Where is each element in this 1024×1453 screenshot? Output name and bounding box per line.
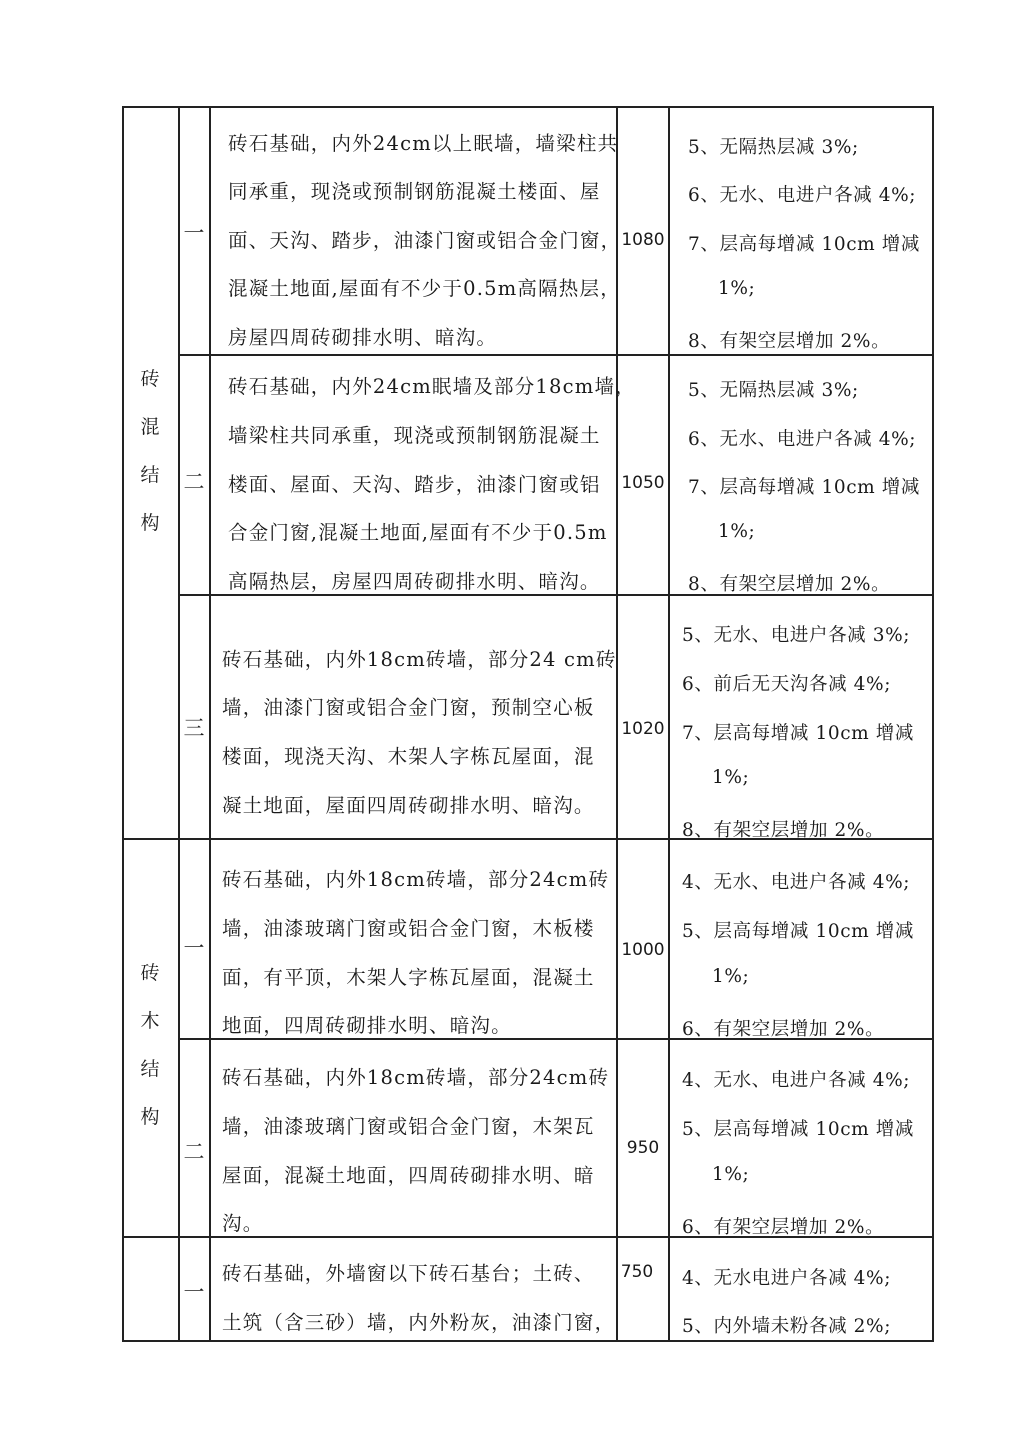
note-line: 1%;	[718, 278, 756, 299]
row-line-1	[178, 354, 934, 356]
price-cell: 1000	[621, 940, 665, 960]
price-cell: 1050	[621, 473, 665, 493]
note-line: 6、前后无天沟各减 4%;	[682, 674, 892, 695]
description-line: 沟。	[222, 1212, 264, 1235]
note-line: 8、有架空层增加 2%。	[688, 331, 891, 352]
price-cell: 1020	[621, 719, 665, 739]
description-line: 面，有平顶，木架人字栋瓦屋面，混凝土	[222, 966, 595, 989]
description-line: 土筑（含三砂）墙，内外粉灰，油漆门窗，	[222, 1311, 616, 1334]
note-line: 1%;	[712, 1164, 750, 1185]
description-line: 砖石基础，内外18cm砖墙，部分24 cm砖	[222, 648, 617, 671]
note-line: 5、层高每增减 10cm 增减	[682, 921, 914, 942]
note-line: 5、无隔热层减 3%;	[688, 137, 859, 158]
grade-cell: 三	[183, 716, 205, 740]
note-line: 6、有架空层增加 2%。	[682, 1217, 885, 1238]
note-line: 4、无水、电进户各减 4%;	[682, 872, 911, 893]
group-label-char: 构	[140, 1106, 160, 1128]
description-line: 砖石基础，内外18cm砖墙，部分24cm砖	[222, 1066, 610, 1089]
grade-cell: 二	[183, 470, 205, 494]
note-line: 5、内外墙未粉各减 2%;	[682, 1316, 892, 1337]
group-label-char: 砖	[140, 962, 160, 984]
group-label-char: 木	[140, 1010, 160, 1032]
grade-cell: 一	[183, 221, 205, 245]
description-line: 混凝土地面,屋面有不少于0.5m高隔热层，	[228, 277, 621, 300]
description-line: 楼面，现浇天沟、木架人字栋瓦屋面，混	[222, 745, 595, 768]
grade-cell: 二	[183, 1140, 205, 1164]
description-line: 凝土地面，屋面四周砖砌排水明、暗沟。	[222, 794, 595, 817]
note-line: 1%;	[712, 767, 750, 788]
group-label-char: 构	[140, 512, 160, 534]
col-line-2	[209, 106, 211, 1342]
table-border-top	[122, 106, 934, 108]
note-line: 4、无水、电进户各减 4%;	[682, 1070, 911, 1091]
description-line: 楼面、屋面、天沟、踏步，油漆门窗或铝	[228, 473, 601, 496]
table-border-bottom	[122, 1340, 934, 1342]
description-line: 砖石基础，内外18cm砖墙，部分24cm砖	[222, 868, 610, 891]
note-line: 1%;	[718, 521, 756, 542]
description-line: 墙，油漆玻璃门窗或铝合金门窗，木板楼	[222, 917, 595, 940]
grade-cell: 一	[183, 936, 205, 960]
group-label-char: 混	[140, 416, 160, 438]
description-line: 屋面，混凝土地面，四周砖砌排水明、暗	[222, 1164, 595, 1187]
description-line: 砖石基础，外墙窗以下砖石基台；土砖、	[222, 1262, 595, 1285]
description-line: 砖石基础，内外24cm以上眠墙，墙梁柱共	[228, 132, 619, 155]
note-line: 7、层高每增减 10cm 增减	[688, 477, 920, 498]
description-line: 房屋四周砖砌排水明、暗沟。	[228, 326, 498, 349]
description-line: 同承重，现浇或预制钢筋混凝土楼面、屋	[228, 180, 601, 203]
description-line: 地面，四周砖砌排水明、暗沟。	[222, 1014, 512, 1037]
price-cell: 750	[620, 1262, 654, 1282]
description-line: 砖石基础，内外24cm眠墙及部分18cm墙，	[228, 375, 636, 398]
note-line: 7、层高每增减 10cm 增减	[682, 723, 914, 744]
group-label-char: 结	[140, 1058, 160, 1080]
note-line: 6、无水、电进户各减 4%;	[688, 185, 917, 206]
note-line: 1%;	[712, 966, 750, 987]
note-line: 8、有架空层增加 2%。	[688, 574, 891, 595]
note-line: 4、无水电进户各减 4%;	[682, 1268, 892, 1289]
description-line: 高隔热层，房屋四周砖砌排水明、暗沟。	[228, 570, 601, 593]
price-cell: 950	[626, 1138, 660, 1158]
price-table	[122, 106, 934, 1342]
table-border-right	[932, 106, 934, 1342]
description-line: 墙梁柱共同承重，现浇或预制钢筋混凝土	[228, 424, 601, 447]
note-line: 5、层高每增减 10cm 增减	[682, 1119, 914, 1140]
table-border-left	[122, 106, 124, 1342]
price-cell: 1080	[621, 230, 665, 250]
note-line: 6、无水、电进户各减 4%;	[688, 429, 917, 450]
group-label-char: 结	[140, 464, 160, 486]
description-line: 墙，油漆门窗或铝合金门窗，预制空心板	[222, 696, 595, 719]
note-line: 7、层高每增减 10cm 增减	[688, 234, 920, 255]
note-line: 5、无水、电进户各减 3%;	[682, 625, 911, 646]
note-line: 5、无隔热层减 3%;	[688, 380, 859, 401]
description-line: 合金门窗,混凝土地面,屋面有不少于0.5m	[228, 521, 608, 544]
group-label-char: 砖	[140, 368, 160, 390]
description-line: 墙，油漆玻璃门窗或铝合金门窗，木架瓦	[222, 1115, 595, 1138]
note-line: 6、有架空层增加 2%。	[682, 1019, 885, 1040]
grade-cell: 一	[183, 1280, 205, 1304]
note-line: 8、有架空层增加 2%。	[682, 820, 885, 841]
description-line: 面、天沟、踏步，油漆门窗或铝合金门窗，	[228, 229, 622, 252]
